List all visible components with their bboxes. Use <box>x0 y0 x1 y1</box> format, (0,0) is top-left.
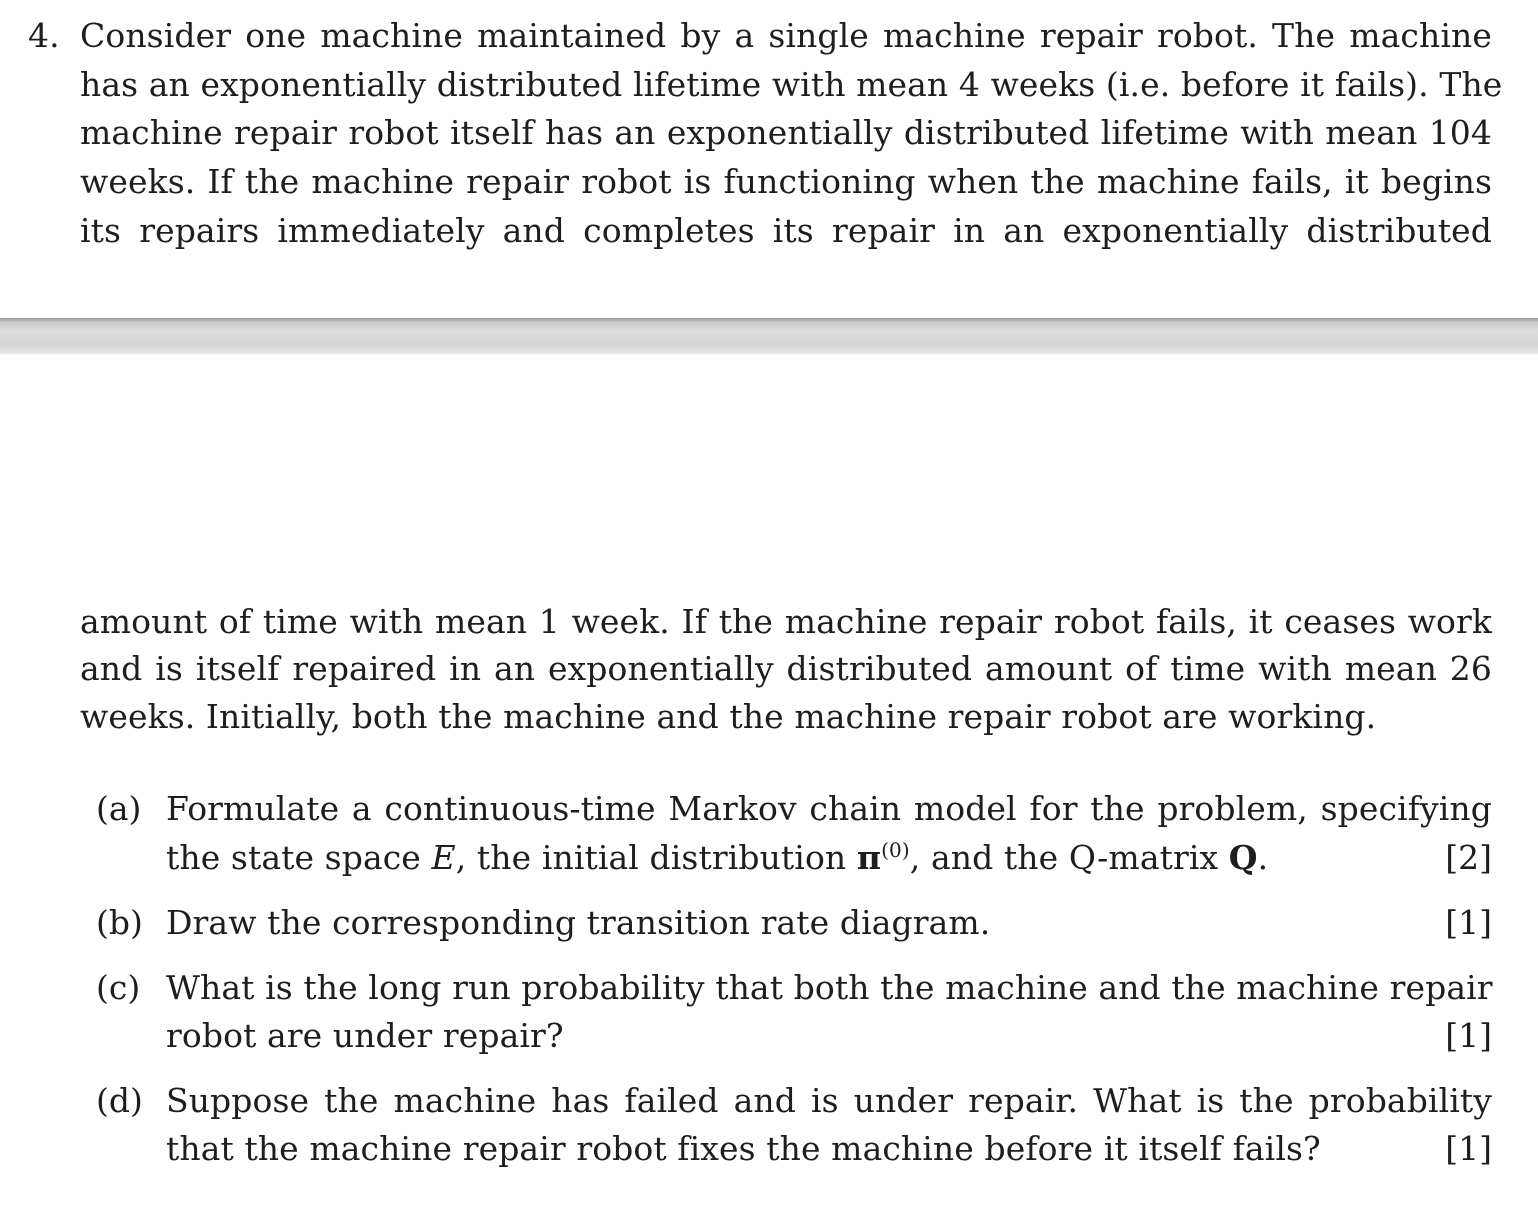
part-c-line-2: robot are under repair? <box>166 1016 564 1055</box>
intro-line-1: Consider one machine maintained by a single machine repair robot. The machine <box>80 16 1492 55</box>
intro-line-4: weeks. If the machine repair robot is functioning when the machine fails, it begins <box>80 162 1492 201</box>
state-space-symbol: E <box>431 838 456 877</box>
part-c-marks: [1] <box>1445 1016 1492 1055</box>
part-a-label: (a) <box>96 789 142 828</box>
part-a-text-end: . <box>1257 838 1269 877</box>
part-d-line-1: Suppose the machine has failed and is under repair. What is the probability <box>166 1081 1492 1120</box>
part-b-label: (b) <box>96 903 143 942</box>
q-matrix-symbol: Q <box>1228 838 1258 877</box>
part-a-text-pre: the state space <box>166 838 432 877</box>
part-a-text-mid: , the initial distribution <box>455 838 857 877</box>
part-a-text-post: , and the Q-matrix <box>909 838 1229 877</box>
part-c-line-1: What is the long run probability that both the machine and the machine repair <box>166 968 1493 1007</box>
initial-distribution-superscript: (0) <box>881 838 910 862</box>
part-c-label: (c) <box>96 968 141 1007</box>
question-number: 4. <box>28 16 60 55</box>
part-d-line-2: that the machine repair robot fixes the machine before it itself fails? <box>166 1129 1321 1168</box>
continued-line-3: weeks. Initially, both the machine and the machine repair robot are working. <box>80 697 1377 736</box>
page-break-divider <box>0 318 1538 354</box>
part-b-line-1: Draw the corresponding transition rate diagram. <box>166 903 991 942</box>
part-d-marks: [1] <box>1445 1129 1492 1168</box>
initial-distribution-symbol: π <box>856 838 882 877</box>
intro-line-3: machine repair robot itself has an exponentially distributed lifetime with mean 104 <box>80 113 1492 152</box>
part-a-line-2 <box>166 838 1492 878</box>
part-a-marks: [2] <box>1445 838 1492 877</box>
continued-line-1: amount of time with mean 1 week. If the machine repair robot fails, it ceases work <box>80 602 1492 641</box>
intro-line-2: has an exponentially distributed lifetime with mean 4 weeks (i.e. before it fails). The <box>80 65 1503 104</box>
part-b-marks: [1] <box>1445 903 1492 942</box>
continued-line-2: and is itself repaired in an exponentially distributed amount of time with mean 26 <box>80 649 1492 688</box>
intro-line-5: its repairs immediately and completes its repair in an exponentially distributed <box>80 211 1492 250</box>
part-a-line-1: Formulate a continuous-time Markov chain model for the problem, specifying <box>166 789 1492 828</box>
part-d-label: (d) <box>96 1081 143 1120</box>
